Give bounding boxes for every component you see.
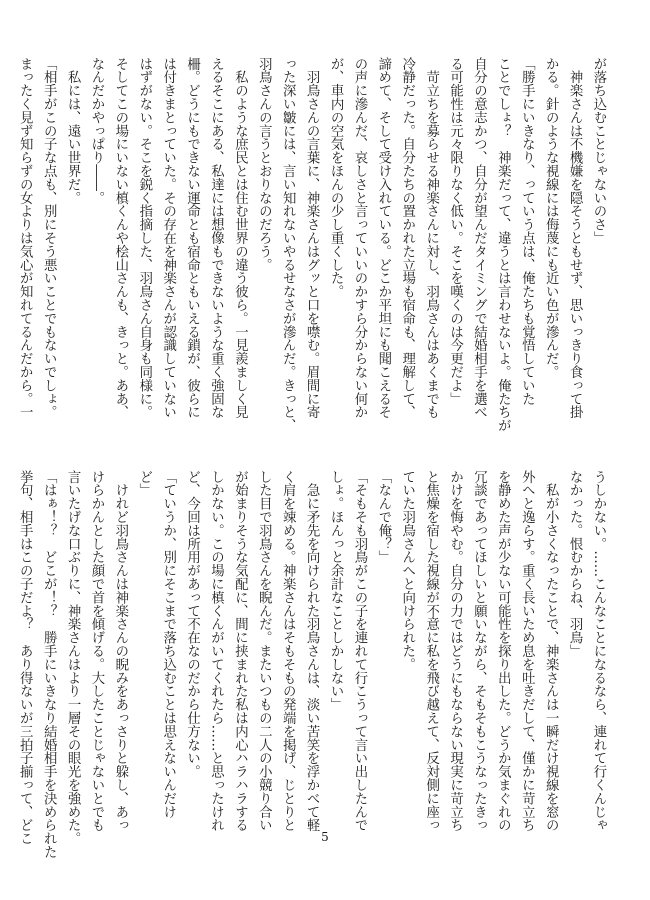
text-line: かけを悔やむ。自分の力ではどうにもならない現実に苛立ち bbox=[447, 470, 463, 832]
text-line: が、車内の空気をほんの少し重くした。 bbox=[328, 57, 344, 299]
text-line: 諦めて、そして受け入れている。どこか平坦にも聞こえるそ bbox=[375, 57, 391, 419]
text-line: 外へと逸らす。重く長いため息を吐きだして、僅かに苛立ち bbox=[519, 470, 535, 832]
text-line: 私が小さくなったことで、神楽さんは一瞬だけ視線を窓の bbox=[543, 470, 559, 832]
text-line: ていた羽鳥さんへと向けられた。 bbox=[399, 470, 415, 671]
text-line: けらかんとした顔で首を傾げる。大したことじゃないとでも bbox=[88, 470, 104, 832]
text-line: 挙句、相手はこの子だよ？ あり得ないが三拍子揃って、どこ bbox=[17, 470, 33, 846]
text-line: が始まりそうな気配に、間に挟まれた私は内心ハラハラする bbox=[232, 470, 248, 832]
text-line: る可能性は元々限りなく低い。そこを嘆くのは今更だよ」 bbox=[447, 57, 463, 406]
text-line: は付きまとっていた。その存在を神楽さんが認識していない bbox=[160, 57, 176, 419]
text-line: 苛立ちを募らせる神楽さんに対し、羽鳥さんはあくまでも bbox=[423, 57, 439, 419]
text-line: 私のような庶民とは住む世界の違う彼ら。一見羨ましく見 bbox=[232, 57, 248, 419]
text-line: 「なんで俺？」 bbox=[375, 470, 391, 564]
text-line: が落ち込むことじゃないのさ」 bbox=[591, 57, 606, 245]
text-line: はずがない。そこを鋭く指摘した、羽鳥さん自身も同様に。 bbox=[136, 57, 152, 419]
text-line: 私には、遠い世界だ。 bbox=[65, 57, 81, 205]
text-line: 「はぁ！？ どこが！？ 勝手にいきなり結婚相手を決められた bbox=[41, 470, 57, 859]
text-line: しょ。ほんっと余計なことしかしない」 bbox=[328, 470, 344, 712]
page-number: 5 bbox=[321, 830, 329, 844]
upper-text-block bbox=[17, 57, 610, 453]
text-line: 急に矛先を向けられた羽鳥さんは、淡い苦笑を浮かべて軽 bbox=[304, 470, 320, 832]
text-line: 冷静だった。自分たちの置かれた立場も宿命も、理解して、 bbox=[399, 57, 415, 419]
text-line: 「勝手にいきなり、っていう点は、俺たちも覚悟していた bbox=[519, 57, 535, 406]
text-line: かる。針のような視線には侮蔑にも近い色が滲んだ。 bbox=[543, 57, 559, 379]
text-line: 神楽さんは不機嫌を隠そうともせず、思いっきり食って掛 bbox=[567, 57, 583, 419]
text-line: 羽鳥さんの言葉に、神楽さんはグッと口を噤む。眉間に寄 bbox=[304, 57, 320, 419]
text-line: と焦燥を宿した視線が不意に私を飛び越えて、反対側に座っ bbox=[423, 470, 439, 832]
text-line: 冗談であってほしいと願いながら、そもそもこうなったきっ bbox=[471, 470, 487, 832]
text-line: く肩を竦める。神楽さんはそもそもの発端を掲げ、じとりと bbox=[280, 470, 296, 832]
text-line: を静めた声が少ない可能性を探り出した。どうか気まぐれの bbox=[495, 470, 511, 832]
text-line: ことでしょ？ 神楽だって、違うとは言わせないよ。俺たちが bbox=[495, 57, 511, 433]
text-line: なんだかやっぱり――。 bbox=[88, 57, 104, 205]
text-line: ど」 bbox=[136, 470, 152, 497]
lower-text-block bbox=[17, 470, 610, 866]
text-line: ど、今回は所用があって不在なのだから仕方ない。 bbox=[184, 470, 200, 779]
text-line: 自分の意志かつ、自分が望んだタイミングで結婚相手を選べ bbox=[471, 57, 487, 419]
text-line: 羽鳥さんの言うとおりなのだろう。 bbox=[256, 57, 272, 272]
text-line: 「ていうか、別にそこまで落ち込むことは思えないんだけ bbox=[160, 470, 176, 819]
text-line: えるそこにある、私達には想像もできないような重く強固な bbox=[208, 57, 224, 419]
text-line: 言いたげな口ぶりに、神楽さんはより一層その眼光を強めた。 bbox=[65, 470, 81, 846]
text-line: うしかない。……こんなことになるなら、連れて行くんじゃ bbox=[591, 470, 606, 832]
text-line: まったく見ず知らずの女よりは気心が知れてるんだから。一 bbox=[17, 57, 33, 419]
text-line: 「相手がこの子な点も、別にそう悪いことでもないでしょ。 bbox=[41, 57, 57, 419]
text-line: しかない。この場に槙くんがいてくれたら……と思ったけれ bbox=[208, 470, 224, 832]
text-line: 柵。どうにもできない運命とも宿命ともいえる鎖が、彼らに bbox=[184, 57, 200, 419]
text-line: した目で羽鳥さんを睨んだ。またいつもの二人の小競り合い bbox=[256, 470, 272, 832]
text-line: った深い皺には、言い知れないやるせなさが滲んだ。きっと、 bbox=[280, 57, 296, 433]
text-line: けれど羽鳥さんは神楽さんの睨みをあっさりと躱し、あっ bbox=[112, 470, 128, 832]
text-line: なかった。恨むからね、羽鳥」 bbox=[567, 470, 583, 658]
text-line: の声に滲んだ、哀しさと言っていいのかすら分からない何か bbox=[351, 57, 367, 419]
text-line: 「そもそも羽鳥がこの子を連れて行こうって言い出したんで bbox=[351, 470, 367, 832]
text-line: そしてこの場にいない槙くんや桧山さんも、きっと。ああ、 bbox=[112, 57, 128, 419]
